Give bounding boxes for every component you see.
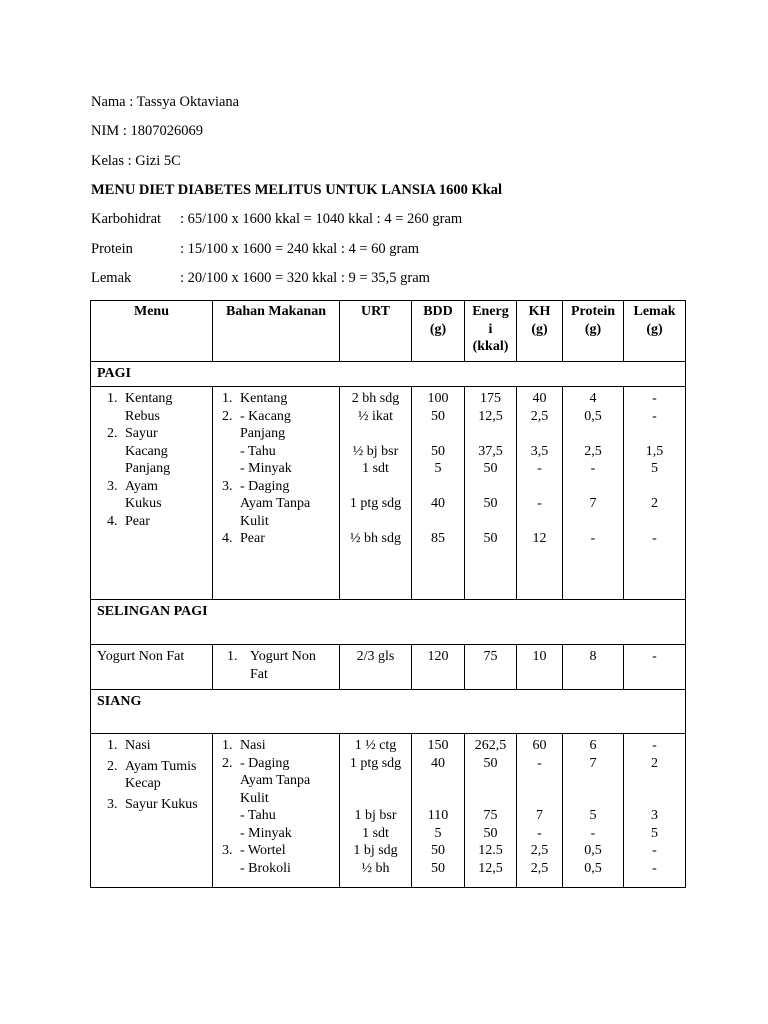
cell-text	[340, 425, 411, 443]
table-row-pagi	[91, 387, 686, 600]
menu-table	[90, 300, 686, 888]
calc-row-lemak	[91, 270, 430, 287]
bahan-cell	[213, 387, 340, 600]
cell-text: 1.	[107, 738, 118, 753]
cell-text: 2 bh sdg	[351, 391, 400, 406]
cell-text: (g)	[531, 321, 548, 337]
cell-text: Energ	[472, 304, 509, 319]
cell-text: - Wortel	[240, 843, 286, 858]
cell-text: 50	[431, 408, 445, 424]
cell-text: 2.	[107, 758, 118, 774]
cell-text: ½ bh	[361, 860, 390, 876]
list-item	[91, 478, 212, 513]
calc-value: : 20/100 x 1600 = 320 kkal : 9 = 35,5 gram	[180, 270, 430, 286]
cell-text	[624, 772, 685, 790]
cell-text: Pear	[240, 531, 265, 546]
cell-text: 12.5	[478, 843, 503, 858]
cell-text: 2	[651, 496, 658, 511]
cell-text: 5	[589, 808, 597, 823]
list-item	[91, 425, 212, 478]
cell-text: -	[590, 531, 596, 546]
cell-text: 50	[483, 496, 498, 511]
cell-text: 1.	[107, 391, 118, 406]
energi-cell	[465, 387, 517, 600]
cell-text: 0,5	[584, 408, 602, 424]
cell-text: 7	[589, 755, 597, 771]
cell-text: 2	[651, 755, 658, 771]
energi-cell	[465, 734, 517, 888]
cell-text: 6	[589, 738, 597, 753]
cell-text: -	[537, 461, 542, 476]
cell-text	[563, 425, 623, 443]
cell-text: 3,5	[530, 443, 549, 459]
list-item	[91, 513, 212, 531]
cell-text: 37,5	[478, 443, 503, 459]
calc-label: Protein	[91, 241, 133, 257]
cell-text: 1 ½ ctg	[354, 738, 397, 753]
section-label: SIANG	[91, 690, 686, 734]
cell-text: 3	[651, 808, 658, 823]
cell-text: Kulit	[240, 513, 269, 529]
cell-text: - Kacang	[240, 408, 291, 424]
cell-text: -	[652, 391, 657, 406]
cell-text: 1 sdt	[362, 825, 389, 841]
cell-text: -	[537, 755, 542, 771]
col-header-protein	[563, 301, 624, 362]
urt-cell: 2/3 gls	[340, 645, 412, 690]
cell-text: Ayam Tanpa	[240, 773, 311, 788]
cell-text	[412, 790, 464, 808]
cell-text: Yogurt Non	[250, 649, 316, 664]
cell-text: Kulit	[240, 790, 269, 806]
document-title: MENU DIET DIABETES MELITUS UNTUK LANSIA 1600 Kkal	[91, 182, 503, 198]
cell-text	[412, 772, 464, 790]
cell-text: 1,5	[645, 443, 664, 459]
col-header-urt: URT	[340, 301, 412, 362]
cell-text: 50	[483, 755, 498, 771]
cell-text	[465, 790, 516, 808]
calc-row-protein	[91, 241, 419, 258]
menu-cell	[91, 387, 213, 600]
section-row-pagi	[91, 362, 686, 387]
protein-cell: 8	[563, 645, 624, 690]
cell-text: 7	[589, 496, 597, 511]
cell-text: -	[537, 825, 542, 841]
cell-text: 175	[480, 391, 501, 406]
cell-text: Sayur	[125, 426, 158, 441]
lemak-cell	[624, 387, 686, 600]
cell-text: i	[488, 321, 493, 337]
section-row-selingan-pagi	[91, 600, 686, 645]
cell-text: 60	[532, 738, 547, 753]
cell-text: (g)	[584, 321, 602, 337]
cell-text: 12,5	[478, 408, 503, 424]
cell-text: 2,5	[530, 408, 549, 424]
cell-text: 3.	[107, 796, 118, 812]
kh-cell	[517, 734, 563, 888]
cell-text: Panjang	[240, 426, 286, 441]
cell-text: (kkal)	[472, 339, 509, 354]
bahan-cell	[213, 645, 340, 690]
cell-text	[624, 478, 685, 496]
table-row-selingan	[91, 645, 686, 690]
calc-label: Lemak	[91, 270, 132, 286]
cell-text	[563, 478, 623, 496]
cell-text: Kukus	[125, 496, 162, 511]
cell-text: 1 bj bsr	[354, 808, 397, 823]
cell-text: - Minyak	[240, 461, 292, 476]
cell-text: 5	[651, 825, 658, 841]
cell-text: 1.	[222, 738, 233, 753]
cell-text: 2.	[222, 408, 233, 424]
cell-text: 50	[431, 860, 445, 876]
cell-text	[517, 425, 562, 443]
cell-text: 12	[532, 531, 547, 546]
cell-text: 2,5	[584, 443, 602, 459]
cell-text: 2,5	[530, 860, 549, 876]
cell-text: - Tahu	[240, 808, 276, 823]
cell-text: -	[652, 531, 657, 546]
cell-text	[465, 513, 516, 531]
calc-value: : 65/100 x 1600 kkal = 1040 kkal : 4 = 260 gram	[180, 211, 463, 227]
list-item	[213, 390, 339, 408]
cell-text	[563, 772, 623, 790]
cell-text: 40	[532, 391, 547, 406]
cell-text	[340, 513, 411, 531]
section-label: PAGI	[91, 362, 686, 387]
cell-text	[517, 790, 562, 808]
list-item	[91, 758, 212, 796]
cell-text: 7	[536, 808, 543, 823]
cell-text: Kecap	[125, 776, 161, 791]
cell-text: 85	[431, 531, 445, 546]
cell-text: 4	[589, 391, 597, 406]
col-header-kh	[517, 301, 563, 362]
student-nim: NIM : 1807026069	[91, 123, 203, 139]
table-row-siang	[91, 734, 686, 888]
cell-text: Ayam Tumis	[125, 758, 197, 774]
cell-text: 5	[434, 825, 442, 841]
cell-text: Kacang	[125, 443, 168, 459]
list-item	[91, 390, 212, 425]
cell-text: (g)	[429, 321, 447, 337]
cell-text	[465, 425, 516, 443]
cell-text: 12,5	[478, 860, 503, 876]
urt-cell	[340, 734, 412, 888]
cell-text: -	[652, 738, 657, 753]
cell-text: 0,5	[584, 860, 602, 876]
cell-text: Nasi	[240, 738, 266, 753]
cell-text: 262,5	[474, 738, 507, 753]
bdd-cell: 120	[412, 645, 465, 690]
list-item	[213, 737, 339, 755]
cell-text	[517, 772, 562, 790]
cell-text: 50	[431, 443, 445, 459]
urt-cell	[340, 387, 412, 600]
col-header-menu: Menu	[91, 301, 213, 362]
col-header-bdd	[412, 301, 465, 362]
cell-text: Pear	[125, 513, 150, 529]
kh-cell: 10	[517, 645, 563, 690]
list-item	[213, 478, 339, 531]
cell-text	[517, 478, 562, 496]
cell-text: 5	[651, 461, 658, 476]
cell-text: 110	[427, 808, 449, 823]
bahan-cell	[213, 734, 340, 888]
cell-text: -	[652, 843, 657, 858]
cell-text: 1 ptg sdg	[349, 755, 402, 771]
cell-text: 1.	[222, 391, 233, 406]
table-header-row	[91, 301, 686, 362]
cell-text: 1 sdt	[362, 461, 389, 476]
cell-text: 1 bj sdg	[353, 843, 398, 858]
list-item	[91, 796, 212, 814]
cell-text: ½ bj bsr	[352, 443, 399, 459]
cell-text: -	[590, 461, 596, 476]
cell-text: (g)	[646, 321, 663, 337]
cell-text: 1.	[227, 649, 238, 664]
cell-text: - Tahu	[240, 443, 276, 459]
cell-text: 4.	[222, 531, 233, 546]
cell-text: Kentang	[125, 391, 173, 406]
cell-text	[412, 425, 464, 443]
cell-text: Kentang	[240, 391, 288, 406]
bdd-cell	[412, 734, 465, 888]
cell-text	[412, 478, 464, 496]
cell-text: Nasi	[125, 738, 151, 753]
cell-text: Fat	[250, 666, 268, 682]
cell-text: 150	[427, 738, 449, 753]
cell-text	[465, 478, 516, 496]
cell-text: 5	[434, 461, 442, 476]
protein-cell	[563, 387, 624, 600]
cell-text	[624, 425, 685, 443]
cell-text	[563, 790, 623, 808]
cell-text: - Minyak	[240, 825, 292, 841]
cell-text: ½ bh sdg	[350, 531, 401, 546]
cell-text: Rebus	[125, 408, 160, 424]
cell-text: Protein	[570, 304, 616, 319]
calc-label: Karbohidrat	[91, 211, 162, 227]
list-item	[213, 648, 339, 683]
bdd-cell	[412, 387, 465, 600]
menu-cell: Yogurt Non Fat	[91, 645, 213, 690]
calc-value: : 15/100 x 1600 = 240 kkal : 4 = 60 gram	[180, 241, 420, 257]
cell-text: 50	[483, 825, 498, 841]
cell-text: - Daging	[240, 755, 290, 771]
cell-text: KH	[528, 304, 551, 319]
cell-text: 1 ptg sdg	[349, 496, 402, 511]
list-item	[213, 530, 339, 548]
cell-text: Ayam	[125, 478, 158, 494]
cell-text: 40	[431, 496, 445, 511]
cell-text	[624, 513, 685, 531]
cell-text	[412, 513, 464, 531]
cell-text	[465, 772, 516, 790]
lemak-cell	[624, 734, 686, 888]
cell-text: Sayur Kukus	[125, 796, 198, 812]
cell-text	[340, 478, 411, 496]
student-name: Nama : Tassya Oktaviana	[91, 94, 240, 110]
cell-text	[517, 513, 562, 531]
cell-text: Lemak	[633, 304, 676, 319]
section-label: SELINGAN PAGI	[91, 600, 686, 645]
cell-text: -	[537, 496, 542, 511]
calc-row-karbohidrat	[91, 211, 462, 228]
cell-text: 3.	[107, 478, 118, 494]
cell-text: 0,5	[584, 843, 602, 858]
section-row-siang	[91, 690, 686, 734]
cell-text: ½ ikat	[358, 408, 393, 424]
list-item	[213, 842, 339, 877]
col-header-bahan: Bahan Makanan	[213, 301, 340, 362]
cell-text	[563, 513, 623, 531]
cell-text: 2.	[222, 755, 233, 771]
cell-text: 75	[483, 808, 498, 823]
list-item	[213, 755, 339, 843]
cell-text: 50	[431, 843, 445, 858]
cell-text: 4.	[107, 513, 118, 529]
list-item	[213, 408, 339, 478]
cell-text: 50	[483, 461, 498, 476]
lemak-cell: -	[624, 645, 686, 690]
menu-cell	[91, 734, 213, 888]
cell-text	[340, 790, 411, 808]
cell-text: Ayam Tanpa	[240, 496, 311, 511]
cell-text: 3.	[222, 478, 233, 494]
list-item	[91, 737, 212, 758]
cell-text: - Daging	[240, 478, 290, 494]
energi-cell: 75	[465, 645, 517, 690]
student-class: Kelas : Gizi 5C	[91, 153, 181, 169]
cell-text: 40	[431, 755, 445, 771]
cell-text: Panjang	[125, 461, 171, 476]
cell-text: 2.	[107, 426, 118, 441]
cell-text: - Brokoli	[240, 860, 291, 876]
cell-text: BDD	[423, 304, 453, 319]
cell-text	[624, 790, 685, 808]
cell-text	[340, 772, 411, 790]
cell-text: -	[652, 408, 657, 424]
col-header-energi	[465, 301, 517, 362]
cell-text: 2,5	[530, 843, 549, 858]
cell-text: -	[590, 825, 596, 841]
cell-text: -	[652, 860, 657, 876]
cell-text: 3.	[222, 843, 233, 858]
protein-cell	[563, 734, 624, 888]
kh-cell	[517, 387, 563, 600]
cell-text: 50	[483, 531, 498, 546]
col-header-lemak	[624, 301, 686, 362]
cell-text: 100	[427, 391, 449, 406]
